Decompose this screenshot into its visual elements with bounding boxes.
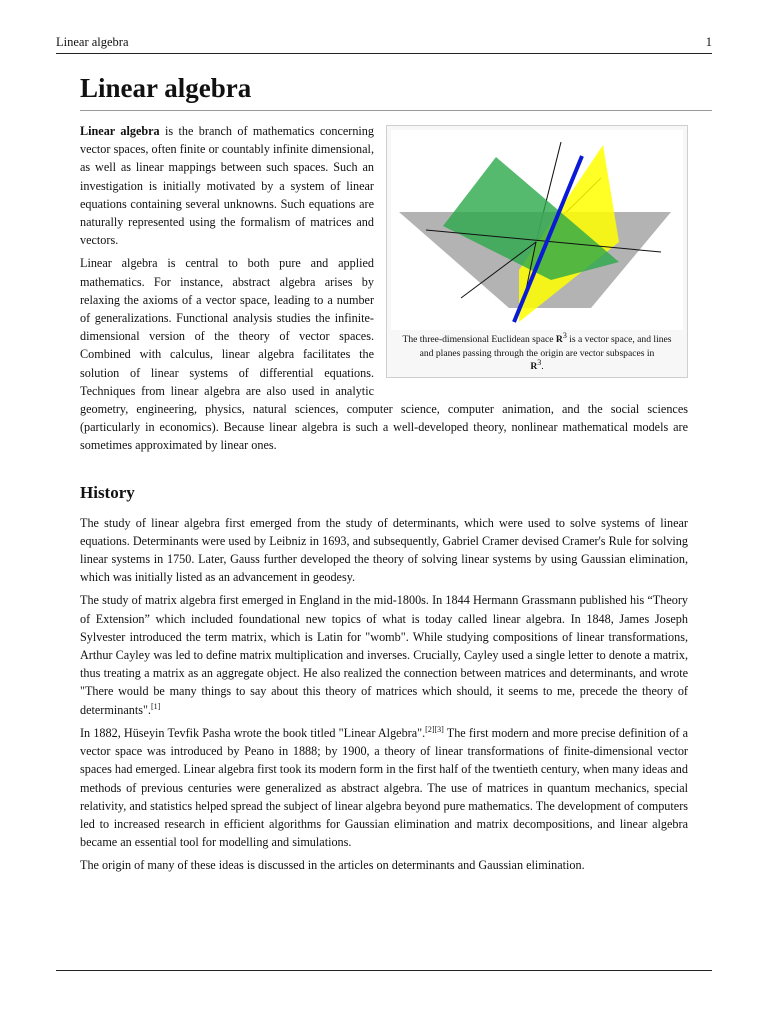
citation-link[interactable]: [2][3] [425,724,444,734]
history-paragraph-3 [80,724,688,851]
figure-box [386,125,688,378]
intro-paragraph-2: Linear algebra is central to both pure and applied mathematics. For instance, abstract algebra arises by relaxing the axioms of a vector space, leading to a number of generalizations. Functional analysis studies the infinite-dimensional version of the theory of vector spaces. Combined with calculus, linear algebra facilitates the solution of linear systems of differential equations. Techniques from linear algebra are also used in analytic geometry, engineering, physics, natural sciences, computer science, computer animation, and the social sciences (particularly in economics). Because linear algebra is such a well-developed theory, nonlinear mathematical models are sometimes approximated by linear ones. [80,256,688,453]
footer-rule [56,970,712,971]
caption-text-2: is a vector space, and lines and planes passing through the origin are vector subspaces in [419,334,672,359]
citation-link[interactable]: [1] [150,701,161,711]
history-p3-rest: The first modern and more precise definition of a vector space was introduced by Peano in 1888; by 1900, a theory of linear transformations of finite-dimensional vector spaces had emerged. Linear algebra first took its modern form in the first half of the twentieth century, when many ideas and methods of previous centuries were generalized as abstract algebra. The use of matrices in quantum mechanics, special relativity, and statistics helped spread the subject of linear algebra beyond pure mathematics. The development of computers led to increased research in efficient algorithms for Gaussian elimination and matrix decompositions, and linear algebra became an essential tool for modelling and simulations. [80,725,689,850]
history-p3-start: In 1882, Hüseyin Tevfik Pasha wrote the book titled "Linear Algebra". [80,725,426,740]
history-paragraph-4: The origin of many of these ideas is discussed in the articles on determinants and Gaussian elimination. [80,858,585,873]
intro-term: Linear algebra [80,124,160,138]
vector-space-diagram [391,130,683,330]
figure-caption [391,330,683,374]
history-p2-text: The study of matrix algebra first emerged in England in the mid-1800s. In 1844 Hermann Grassmann published his “Theory of Extension” which included foundational new topics of what is today called linear algebra. In 1848, James Joseph Sylvester introduced the term matrix, which is Latin for "womb". While studying compositions of linear transformations, Arthur Cayley was led to define matrix multiplication and inverses. Crucially, Cayley used a single letter to denote a matrix, thus treating a matrix as an aggregate object. He also realized the connection between matrices and determinants, and wrote "There would be many things to say about this theory of matrices which should, it seems to me, precede the theory of determinants". [80,593,688,717]
article-body [80,122,688,880]
caption-symbol: R [555,334,563,345]
running-header [56,34,712,50]
intro-text: is the branch of mathematics concerning vector spaces, often finite or countably infinite dimensional, as well as linear mappings between such spaces. Such an investigation is initially motivated by a system of linear equations containing several unknowns. Such equations are naturally represented using the formalism of matrices and vectors. [80,124,374,248]
running-title: Linear algebra [56,35,129,49]
page-number: 1 [705,35,712,49]
header-rule [56,53,712,54]
caption-symbol-2: R [530,361,538,372]
history-heading: History [80,482,135,502]
caption-end: . [541,361,544,372]
title-rule [80,110,712,111]
caption-text-1: The three-dimensional Euclidean space [402,334,556,345]
caption-exponent-2: 3 [537,357,542,367]
history-paragraph-2 [80,591,688,718]
page-title: Linear algebra [80,73,252,103]
history-paragraph-1: The study of linear algebra first emerged from the study of determinants, which were used to solve systems of linear equations. Determinants were used by Leibniz in 1693, and subsequently, Gabriel Cramer devised Cramer's Rule for solving linear systems in 1750. Later, Gauss further developed the theory of solving linear systems by using Gaussian elimination, which was initially listed as an advancement in geodesy. [80,515,688,585]
caption-exponent: 3 [562,330,567,340]
